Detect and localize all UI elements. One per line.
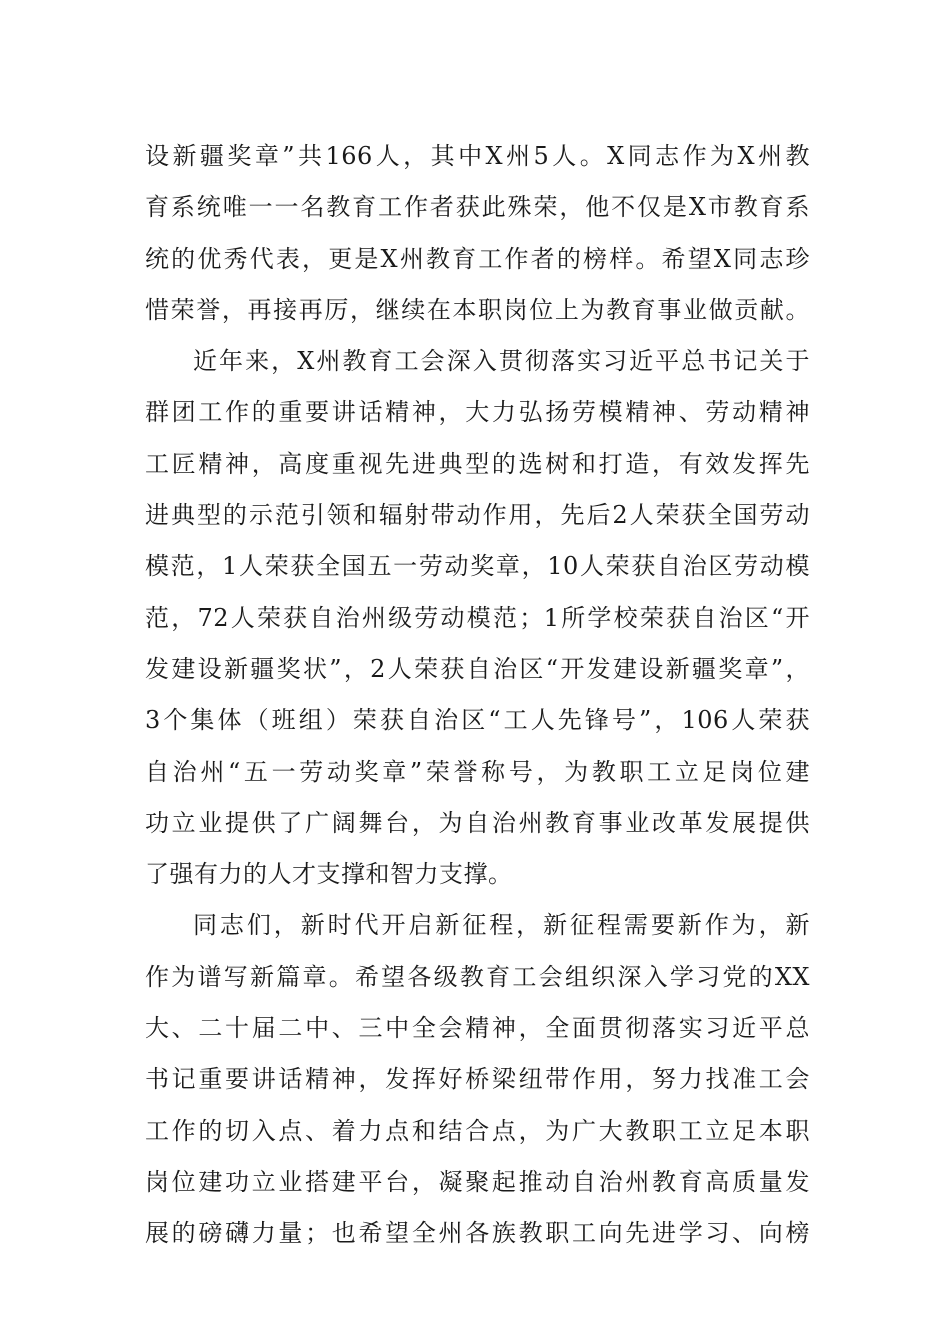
text-line: 发建设新疆奖状”，2人荣获自治区“开发建设新疆奖章”， [145, 654, 810, 683]
text-line: 工作的切入点、着力点和结合点，为广大教职工立足本职 [145, 1116, 810, 1145]
text-line: 展的磅礴力量；也希望全州各族教职工向先进学习、向榜 [145, 1219, 810, 1248]
text-line: 同志们，新时代开启新征程，新征程需要新作为，新 [193, 911, 810, 940]
text-line: 大、二十届二中、三中全会精神，全面贯彻落实习近平总 [145, 1014, 810, 1043]
text-line: 作为谱写新篇章。希望各级教育工会组织深入学习党的XX [145, 962, 810, 991]
text-line: 了强有力的人才支撑和智力支撑。 [145, 860, 513, 889]
paragraph-2 [145, 336, 810, 900]
text-line: 群团工作的重要讲话精神，大力弘扬劳模精神、劳动精神 [145, 398, 810, 427]
text-line: 设新疆奖章”共166人，其中X州5人。X同志作为X州教 [145, 142, 810, 170]
text-line: 模范，1人荣获全国五一劳动奖章，10人荣获自治区劳动模 [145, 552, 810, 581]
text-line: 3个集体（班组）荣获自治区“工人先锋号”，106人荣获 [145, 706, 810, 735]
text-line: 进典型的示范引领和辐射带动作用，先后2人荣获全国劳动 [145, 501, 810, 530]
text-line: 功立业提供了广阔舞台，为自治州教育事业改革发展提供 [145, 808, 810, 837]
text-line: 自治州“五一劳动奖章”荣誉称号，为教职工立足岗位建 [145, 757, 810, 786]
text-line: 书记重要讲话精神，发挥好桥梁纽带作用，努力找准工会 [145, 1065, 810, 1094]
paragraph-1 [145, 131, 810, 336]
text-line: 工匠精神，高度重视先进典型的选树和打造，有效发挥先 [145, 449, 810, 478]
text-line: 统的优秀代表，更是X州教育工作者的榜样。希望X同志珍 [145, 244, 810, 273]
text-line: 岗位建功立业搭建平台，凝聚起推动自治州教育高质量发 [145, 1167, 810, 1196]
text-line: 范，72人荣获自治州级劳动模范；1所学校荣获自治区“开 [145, 603, 810, 632]
text-line: 育系统唯一一名教育工作者获此殊荣，他不仅是X市教育系 [145, 193, 810, 222]
paragraph-3 [145, 900, 810, 1259]
text-line: 近年来，X州教育工会深入贯彻落实习近平总书记关于 [193, 347, 810, 376]
text-line: 惜荣誉，再接再厉，继续在本职岗位上为教育事业做贡献。 [145, 295, 810, 324]
document-body [145, 131, 810, 1260]
